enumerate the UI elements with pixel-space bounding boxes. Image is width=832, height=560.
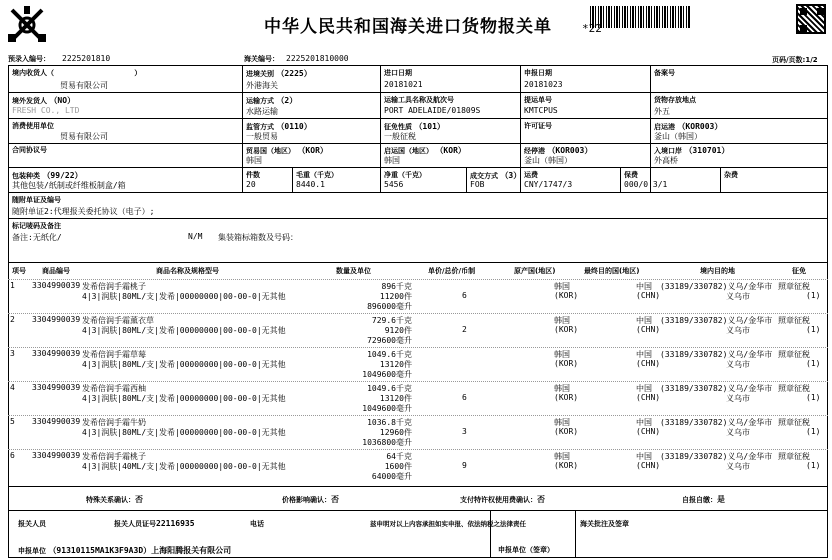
phone-label: 电话 [250,520,264,528]
import-port-value: 外港海关 [246,81,278,90]
record-no-label: 备案号 [654,69,675,77]
col-origin: 原产国(地区) [514,267,556,275]
item-final-dest-code: (CHN) [636,359,661,368]
item-qty-kg: 1036.8千克 [367,418,412,427]
item-qty-kg: 729.6千克 [371,316,412,325]
item-final-dest-code: (CHN) [636,291,661,300]
item-name: 发希倍润手霜桃子 [82,282,146,291]
misc-label: 杂费 [724,171,738,179]
transit-port-label: 经停港 （KOR003） [524,146,593,155]
customs-no-label: 海关编号： [244,55,279,63]
item-row-divider [8,415,828,416]
item-qty-ml: 729600毫升 [367,336,412,345]
trade-country-label: 贸易国（地区） （KOR） [246,146,328,155]
item-code: 3304990039 [32,349,81,358]
marks-label: 标记唛码及备注 [12,222,61,230]
item-qty-ml: 896000毫升 [367,302,412,311]
item-exempt: 照章征税 [778,452,810,461]
customs-number: 2225201810000 [286,54,349,63]
docs-label: 随附单证及编号 [12,196,61,204]
item-index: 3 [10,349,15,358]
entry-port-value: 外高桥 [654,156,678,165]
qr-code-icon [796,4,826,34]
item-origin: 韩国 [554,418,570,427]
item-final-dest: 中国 [636,316,652,325]
tax-label: 征免性质 （101） [384,122,445,131]
col-code: 商品编号 [42,267,70,275]
item-name: 发希倍润手霜桃子 [82,452,146,461]
item-domestic-dest: (33189/330782)义乌/金华市 [660,418,773,427]
col-domestic-dest: 境内目的地 [700,267,735,275]
consumer-value: 贸易有限公司 [60,132,108,141]
col-name: 商品名称及规格型号 [156,267,219,275]
special-relation: 特殊关系确认：否 [86,495,143,504]
item-spec: 4|3|润肤|40ML/支|发希|00000000|00-00-0|无其他 [82,462,286,471]
item-name: 发希倍润手霜牛奶 [82,418,146,427]
pieces-label: 件数 [246,171,260,179]
item-exempt: 照章征税 [778,316,810,325]
item-origin-code: (KOR) [554,359,579,368]
item-exempt: 照章征税 [778,350,810,359]
item-domestic-dest-city: 义乌市 [726,292,750,301]
item-code: 3304990039 [32,315,81,324]
consignee-label: 境内收货人（ ） [12,69,142,77]
storage-value: 外五 [654,107,670,116]
item-index: 2 [10,315,15,324]
item-qty-pcs: 13120件 [379,394,412,403]
freight-value: CNY/1747/3 [524,180,573,189]
item-final-dest: 中国 [636,418,652,427]
package-value: 其他包装/纸制或纤维板制盒/箱 [12,181,126,190]
item-index: 4 [10,383,15,392]
item-name: 发希倍润手霜西柚 [82,384,146,393]
marks-nm: N/M [188,232,203,241]
item-origin: 韩国 [554,384,570,393]
item-origin-code: (KOR) [554,325,579,334]
item-price: 3 [462,427,467,436]
deal-value: FOB [470,180,485,189]
import-date-value: 20181021 [384,80,423,89]
item-origin: 韩国 [554,282,570,291]
item-domestic-dest-city: 义乌市 [726,326,750,335]
item-price: 6 [462,291,467,300]
item-row-divider [8,279,828,280]
entry-port-label: 入境口岸 （310701） [654,146,730,155]
item-final-dest: 中国 [636,384,652,393]
col-final-dest: 最终目的国(地区) [584,267,640,275]
item-final-dest: 中国 [636,350,652,359]
item-spec: 4|3|润肤|80ML/支|发希|00000000|00-00-0|无其他 [82,360,286,369]
item-domestic-dest-city: 义乌市 [726,428,750,437]
item-exempt-code: (1) [806,359,821,368]
item-origin-code: (KOR) [554,427,579,436]
pre-entry-number: 2225201810 [62,54,111,63]
item-price: 9 [462,461,467,470]
declarant-cert: 报关人员证号22116935 [114,519,195,528]
col-price: 单价/总价/币制 [428,267,476,275]
item-exempt-code: (1) [806,291,821,300]
item-spec: 4|3|润肤|80ML/支|发希|00000000|00-00-0|无其他 [82,326,286,335]
customs-emblem-icon [4,4,50,46]
item-exempt: 照章征税 [778,384,810,393]
item-code: 3304990039 [32,281,81,290]
royalty-confirm: 支付特许权使用费确认：否 [460,495,545,504]
item-domestic-dest: (33189/330782)义乌/金华市 [660,282,773,291]
item-spec: 4|3|润肤|80ML/支|发希|00000000|00-00-0|无其他 [82,394,286,403]
consignee-value: 贸易有限公司 [60,81,108,90]
item-exempt: 照章征税 [778,282,810,291]
item-spec: 4|3|润肤|80ML/支|发希|00000000|00-00-0|无其他 [82,428,286,437]
page-count: 页码/页数:1/2 [772,56,818,64]
license-label: 许可证号 [524,122,552,130]
item-domestic-dest: (33189/330782)义乌/金华市 [660,316,773,325]
item-domestic-dest-city: 义乌市 [726,394,750,403]
shipper-value: FRESH CO., LTD [12,106,80,115]
marks-value: 备注:无纸化/ [12,233,62,242]
vessel-label: 运输工具名称及航次号 [384,96,454,104]
item-qty-pcs: 1600件 [384,462,412,471]
item-row-divider [8,313,828,314]
item-final-dest-code: (CHN) [636,427,661,436]
item-domestic-dest: (33189/330782)义乌/金华市 [660,384,773,393]
bl-label: 提运单号 [524,96,552,104]
item-origin: 韩国 [554,452,570,461]
item-qty-kg: 1049.6千克 [367,384,412,393]
supervision-value: 一般贸易 [246,132,278,141]
item-final-dest-code: (CHN) [636,325,661,334]
item-price: 6 [462,393,467,402]
item-name: 发希倍润手霜草莓 [82,350,146,359]
item-qty-kg: 64千克 [386,452,412,461]
contract-label: 合同协议号 [12,146,47,154]
item-exempt-code: (1) [806,393,821,402]
item-origin: 韩国 [554,350,570,359]
item-qty-ml: 1049600毫升 [362,370,412,379]
tax-value: 一般征税 [384,132,416,141]
item-row-divider [8,449,828,450]
legal-statement: 兹申明对以上内容承担如实申报、依法纳税之法律责任 [370,520,526,528]
pre-entry-label: 预录入编号： [8,55,50,63]
insurance-label: 保费 [624,171,638,179]
item-code: 3304990039 [32,383,81,392]
item-code: 3304990039 [32,417,81,426]
storage-label: 货物存放地点 [654,96,696,104]
customs-note-label: 海关批注及签章 [580,520,629,528]
docs-value: 随附单证2:代理报关委托协议（电子）; [12,207,155,216]
col-qty: 数量及单位 [336,267,371,275]
marks-container: 集装箱标箱数及号码： [218,233,298,242]
star-code: *22 [582,22,602,35]
import-port-label: 进境关别 （2225） [246,69,312,78]
consumer-label: 消费使用单位 [12,122,54,130]
declare-unit: 申报单位 （91310115MA1K3F9A3D）上海阳腾报关有限公司 [18,546,232,555]
item-index: 6 [10,451,15,460]
item-index: 1 [10,281,15,290]
item-origin: 韩国 [554,316,570,325]
item-qty-ml: 1036800毫升 [362,438,412,447]
transit-port-value: 釜山（韩国） [524,156,572,165]
item-qty-pcs: 11200件 [379,292,412,301]
item-final-dest: 中国 [636,282,652,291]
transport-mode-label: 运输方式 （2） [246,96,298,105]
item-domestic-dest-city: 义乌市 [726,462,750,471]
item-qty-pcs: 9120件 [384,326,412,335]
form-title: 中华人民共和国海关进口货物报关单 [264,17,552,37]
origin-country-label: 启运国（地区） （KOR） [384,146,466,155]
item-index: 5 [10,417,15,426]
declare-date-value: 20181023 [524,80,563,89]
net-weight-label: 净重（千克） [384,171,426,179]
item-final-dest-code: (CHN) [636,393,661,402]
freight-label: 运费 [524,171,538,179]
item-qty-pcs: 13120件 [379,360,412,369]
item-name: 发希倍润手霜薰衣草 [82,316,154,325]
col-idx: 项号 [12,267,26,275]
vessel-value: PORT ADELAIDE/01809S [384,106,481,115]
deal-label: 成交方式 （3） [470,171,522,180]
item-qty-ml: 1049600毫升 [362,404,412,413]
item-row-divider [8,381,828,382]
price-influence: 价格影响确认：否 [282,495,339,504]
item-exempt-code: (1) [806,325,821,334]
item-exempt-code: (1) [806,427,821,436]
shipper-label: 境外发货人 （NO） [12,96,76,105]
item-origin-code: (KOR) [554,461,579,470]
item-row-divider [8,347,828,348]
item-qty-kg: 1049.6千克 [367,350,412,359]
origin-country-value: 韩国 [384,156,400,165]
col-exempt: 征免 [792,267,806,275]
import-date-label: 进口日期 [384,69,412,77]
item-spec: 4|3|润肤|80ML/支|发希|00000000|00-00-0|无其他 [82,292,286,301]
item-origin-code: (KOR) [554,393,579,402]
transport-mode-value: 水路运输 [246,107,278,116]
net-weight-value: 5456 [384,180,404,189]
declare-date-label: 申报日期 [524,69,552,77]
self-declare: 自报自缴：是 [682,495,725,504]
item-final-dest-code: (CHN) [636,461,661,470]
bl-value: KMTCPUS [524,106,558,115]
item-price: 2 [462,325,467,334]
item-final-dest: 中国 [636,452,652,461]
declarant-label: 报关人员 [18,520,46,528]
gross-weight-label: 毛重（千克） [296,171,338,179]
item-origin-code: (KOR) [554,291,579,300]
barcode-icon [590,6,690,28]
gross-weight-value: 8440.1 [296,180,325,189]
item-exempt-code: (1) [806,461,821,470]
item-domestic-dest-city: 义乌市 [726,360,750,369]
item-domestic-dest: (33189/330782)义乌/金华市 [660,350,773,359]
item-domestic-dest: (33189/330782)义乌/金华市 [660,452,773,461]
item-qty-kg: 896千克 [381,282,412,291]
item-qty-pcs: 12960件 [379,428,412,437]
package-label: 包装种类 （99/22） [12,171,83,180]
item-exempt: 照章征税 [778,418,810,427]
item-code: 3304990039 [32,451,81,460]
pieces-value: 20 [246,180,256,189]
dep-port-value: 釜山（韩国） [654,132,702,141]
insurance-value: 000/0.3/1 [624,180,668,189]
seal-label: 申报单位（签章） [498,546,554,554]
supervision-label: 监管方式 （0110） [246,122,312,131]
trade-country-value: 韩国 [246,156,262,165]
item-qty-ml: 64000毫升 [371,472,412,481]
dep-port-label: 启运港 （KOR003） [654,122,723,131]
